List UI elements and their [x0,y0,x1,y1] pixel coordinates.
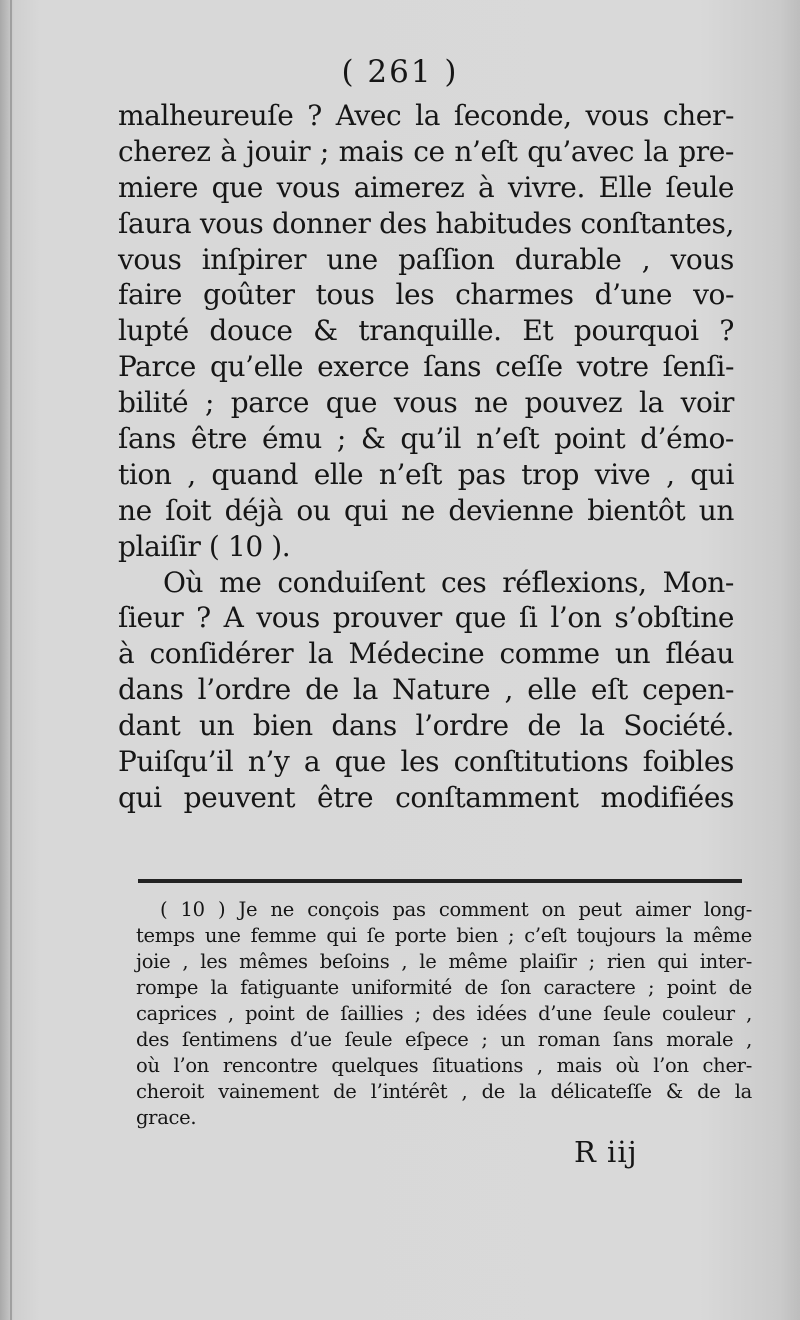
body-line: à conſidérer la Médecine comme un fléau [118,637,734,671]
page-number: ( 261 ) [341,54,459,90]
body-line: Puiſqu’il n’y a que les conſtitutions foibles [118,745,734,779]
body-line: malheureuſe ? Avec la ſeconde, vous cher- [118,99,734,132]
body-line: ſans être ému ; & qu’il n’eſt point d’émo- [118,422,734,456]
body-line: lupté douce & tranquille. Et pourquoi ? [118,314,734,348]
body-line: qui peuvent être conſtamment modifiées [118,780,734,814]
body-line: plaiſir ( 10 ). [118,529,291,563]
body-text [118,98,734,816]
body-line: cherez à jouir ; mais ce n’eſt qu’avec la pre- [118,134,734,168]
footnote-rule [138,879,742,883]
footnote-line: ( 10 ) Je ne conçois pas comment on peut aimer long- [160,898,752,921]
footnote-line: des ſentimens d’ue ſeule eſpece ; un roman ſans morale , [136,1028,752,1051]
footnote-line: temps une femme qui ſe porte bien ; c’eſt toujours la même [136,924,752,947]
body-line: vous inſpirer une paſſion durable , vous [118,242,734,276]
footnote-line: grace. [136,1106,197,1129]
footnote-line: où l’on rencontre quelques ſituations , mais où l’on cher- [136,1054,752,1077]
signature-mark: R iij [574,1135,638,1169]
body-line: bilité ; parce que vous ne pouvez la voir [118,386,734,420]
footnote-line: rompe la fatiguante uniformité de ſon caractere ; point de [136,976,752,999]
body-line: Parce qu’elle exerce ſans ceſſe votre ſenſi- [118,350,734,384]
body-line: tion , quand elle n’eſt pas trop vive , qui [118,457,734,491]
body-line: miere que vous aimerez à vivre. Elle ſeule [118,170,734,204]
body-line: Où me conduiſent ces réflexions, Mon- [163,565,734,599]
footnote-line: caprices , point de ſaillies ; des idées d’une ſeule couleur , [136,1002,752,1025]
footnote-line: joie , les mêmes beſoins , le même plaiſir ; rien qui inter- [136,950,752,973]
body-line: ſaura vous donner des habitudes conſtantes, [118,206,734,240]
body-line: ne ſoit déjà ou qui ne devienne bientôt un [118,493,734,527]
footnote [136,897,752,1131]
footnote-line: cheroit vainement de l’intérêt , de la délicateſſe & de la [136,1080,752,1103]
page-gutter-edge [10,0,12,1320]
body-line: dans l’ordre de la Nature , elle eſt cepen- [118,673,734,707]
body-line: ſieur ? A vous prouver que ſi l’on s’obſtine [118,601,734,635]
body-line: dant un bien dans l’ordre de la Société. [118,709,734,743]
body-line: faire goûter tous les charmes d’une vo- [118,278,734,312]
